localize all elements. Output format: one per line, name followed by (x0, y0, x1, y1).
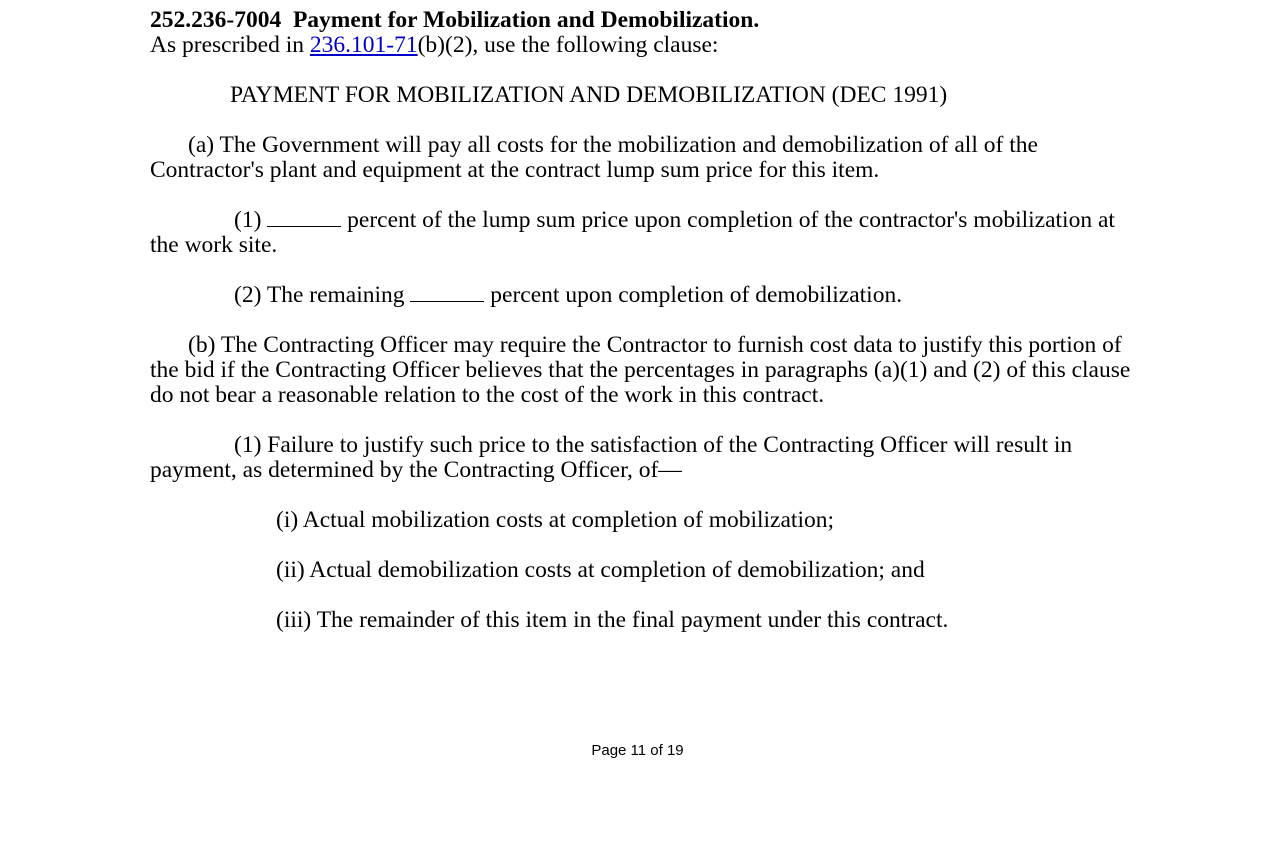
prescription-link[interactable]: 236.101-71 (309, 32, 418, 58)
prescription-before: As prescribed in (150, 32, 310, 58)
paragraph-b1: (1) Failure to justify such price to the satisfaction of the Contracting Officer will result in payment, as determined by the Contracting Officer, of— (150, 432, 1073, 483)
paragraph-a2 (150, 283, 1140, 308)
document-body (150, 8, 1140, 633)
blank-line (410, 283, 484, 302)
paragraph-b1-ii: (ii) Actual demobilization costs at completion of demobilization; and (276, 557, 925, 583)
paragraph-b1-i: (i) Actual mobilization costs at completion of mobilization; (276, 507, 835, 533)
blank-line (267, 208, 341, 227)
paragraph-a: (a) The Government will pay all costs for the mobilization and demobilization of all of the Contractor's plant and equipment at the contract lump sum price for this item. (150, 132, 1038, 183)
page-footer: Page 11 of 19 (591, 742, 684, 759)
paragraph-b1-iii: (iii) The remainder of this item in the final payment under this contract. (276, 607, 949, 633)
clause-heading (150, 8, 1140, 33)
clause-title: PAYMENT FOR MOBILIZATION AND DEMOBILIZATION (DEC 1991) (230, 82, 948, 108)
paragraph-a1-text: percent of the lump sum price upon completion of the contractor's mobilization at the work site. (150, 207, 1115, 258)
paragraph-a2-text: percent upon completion of demobilization. (484, 282, 903, 308)
paragraph-a2-prefix: (2) The remaining (234, 282, 411, 308)
clause-number: 252.236-7004 (150, 7, 282, 33)
paragraph-b: (b) The Contracting Officer may require the Contractor to furnish cost data to justify this portion of the bid if the Contracting Officer believes that the percentages in paragraphs (a)(1) and (2) of this clause do not bear a reasonable relation to the cost of the work in this contract. (150, 332, 1131, 408)
paragraph-a1-prefix: (1) (234, 207, 268, 233)
prescription-line (150, 33, 1140, 58)
clause-heading-title: Payment for Mobilization and Demobilization. (292, 7, 760, 33)
paragraph-a1 (150, 208, 1140, 258)
prescription-after: (b)(2), use the following clause: (417, 32, 719, 58)
